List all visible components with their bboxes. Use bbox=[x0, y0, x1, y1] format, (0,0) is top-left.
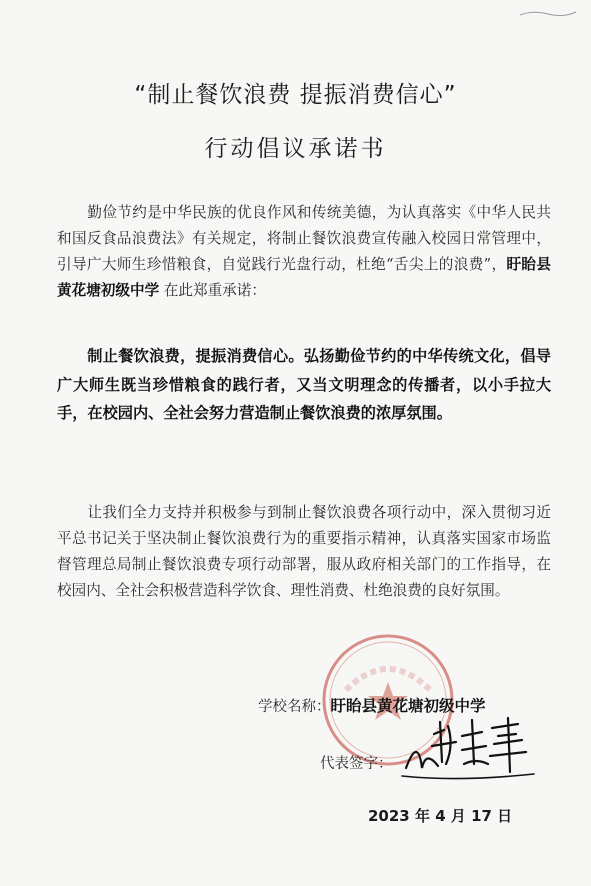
representative-label: 代表签字： bbox=[320, 756, 393, 772]
scan-mark-icon bbox=[518, 6, 578, 20]
representative-signature-line bbox=[320, 752, 393, 773]
paragraph-1-school: 盱眙县黄花塘初级中学 bbox=[57, 256, 551, 299]
paragraph-3 bbox=[57, 500, 551, 604]
title-line-2: 行动倡议承诺书 bbox=[204, 136, 387, 162]
paragraph-2-text: 制止餐饮浪费，提振消费信心。弘扬勤俭节约的中华传统文化，倡导广大师生既当珍惜粮食的践行者，又当文明理念的传播者，以小手拉大手，在校园内、全社会努力营造制止餐饮浪费的浓厚氛围。 bbox=[57, 347, 551, 422]
school-name-value: 盱眙县黄花塘初级中学 bbox=[330, 697, 486, 715]
title-line-1: “制止餐饮浪费 提振消费信心” bbox=[134, 82, 457, 108]
paragraph-1-pre: 勤俭节约是中华民族的优良作风和传统美德，为认真落实《中华人民共和国反食品浪费法》有关规定，将制止餐饮浪费宣传融入校园日常管理中，引导广大师生珍惜粮食，自觉践行光盘行动，杜绝“舌尖上的浪费”， bbox=[57, 204, 551, 273]
paragraph-2 bbox=[57, 342, 551, 428]
paragraph-1-post: 在此郑重承诺： bbox=[159, 282, 266, 299]
paragraph-1 bbox=[57, 200, 551, 304]
handwritten-signature-icon bbox=[398, 706, 538, 786]
document-date: 2023 年 4 月 17 日 bbox=[368, 807, 513, 825]
school-name-label: 学校名称： bbox=[258, 699, 331, 715]
paragraph-3-text: 让我们全力支持并积极参与到制止餐饮浪费各项行动中，深入贯彻习近平总书记关于坚决制止餐饮浪费行为的重要指示精神，认真落实国家市场监督管理总局制止餐饮浪费专项行动部署，服从政府相关部门的工作指导，在校园内、全社会积极营造科学饮食、理性消费、杜绝浪费的良好氛围。 bbox=[57, 504, 551, 599]
